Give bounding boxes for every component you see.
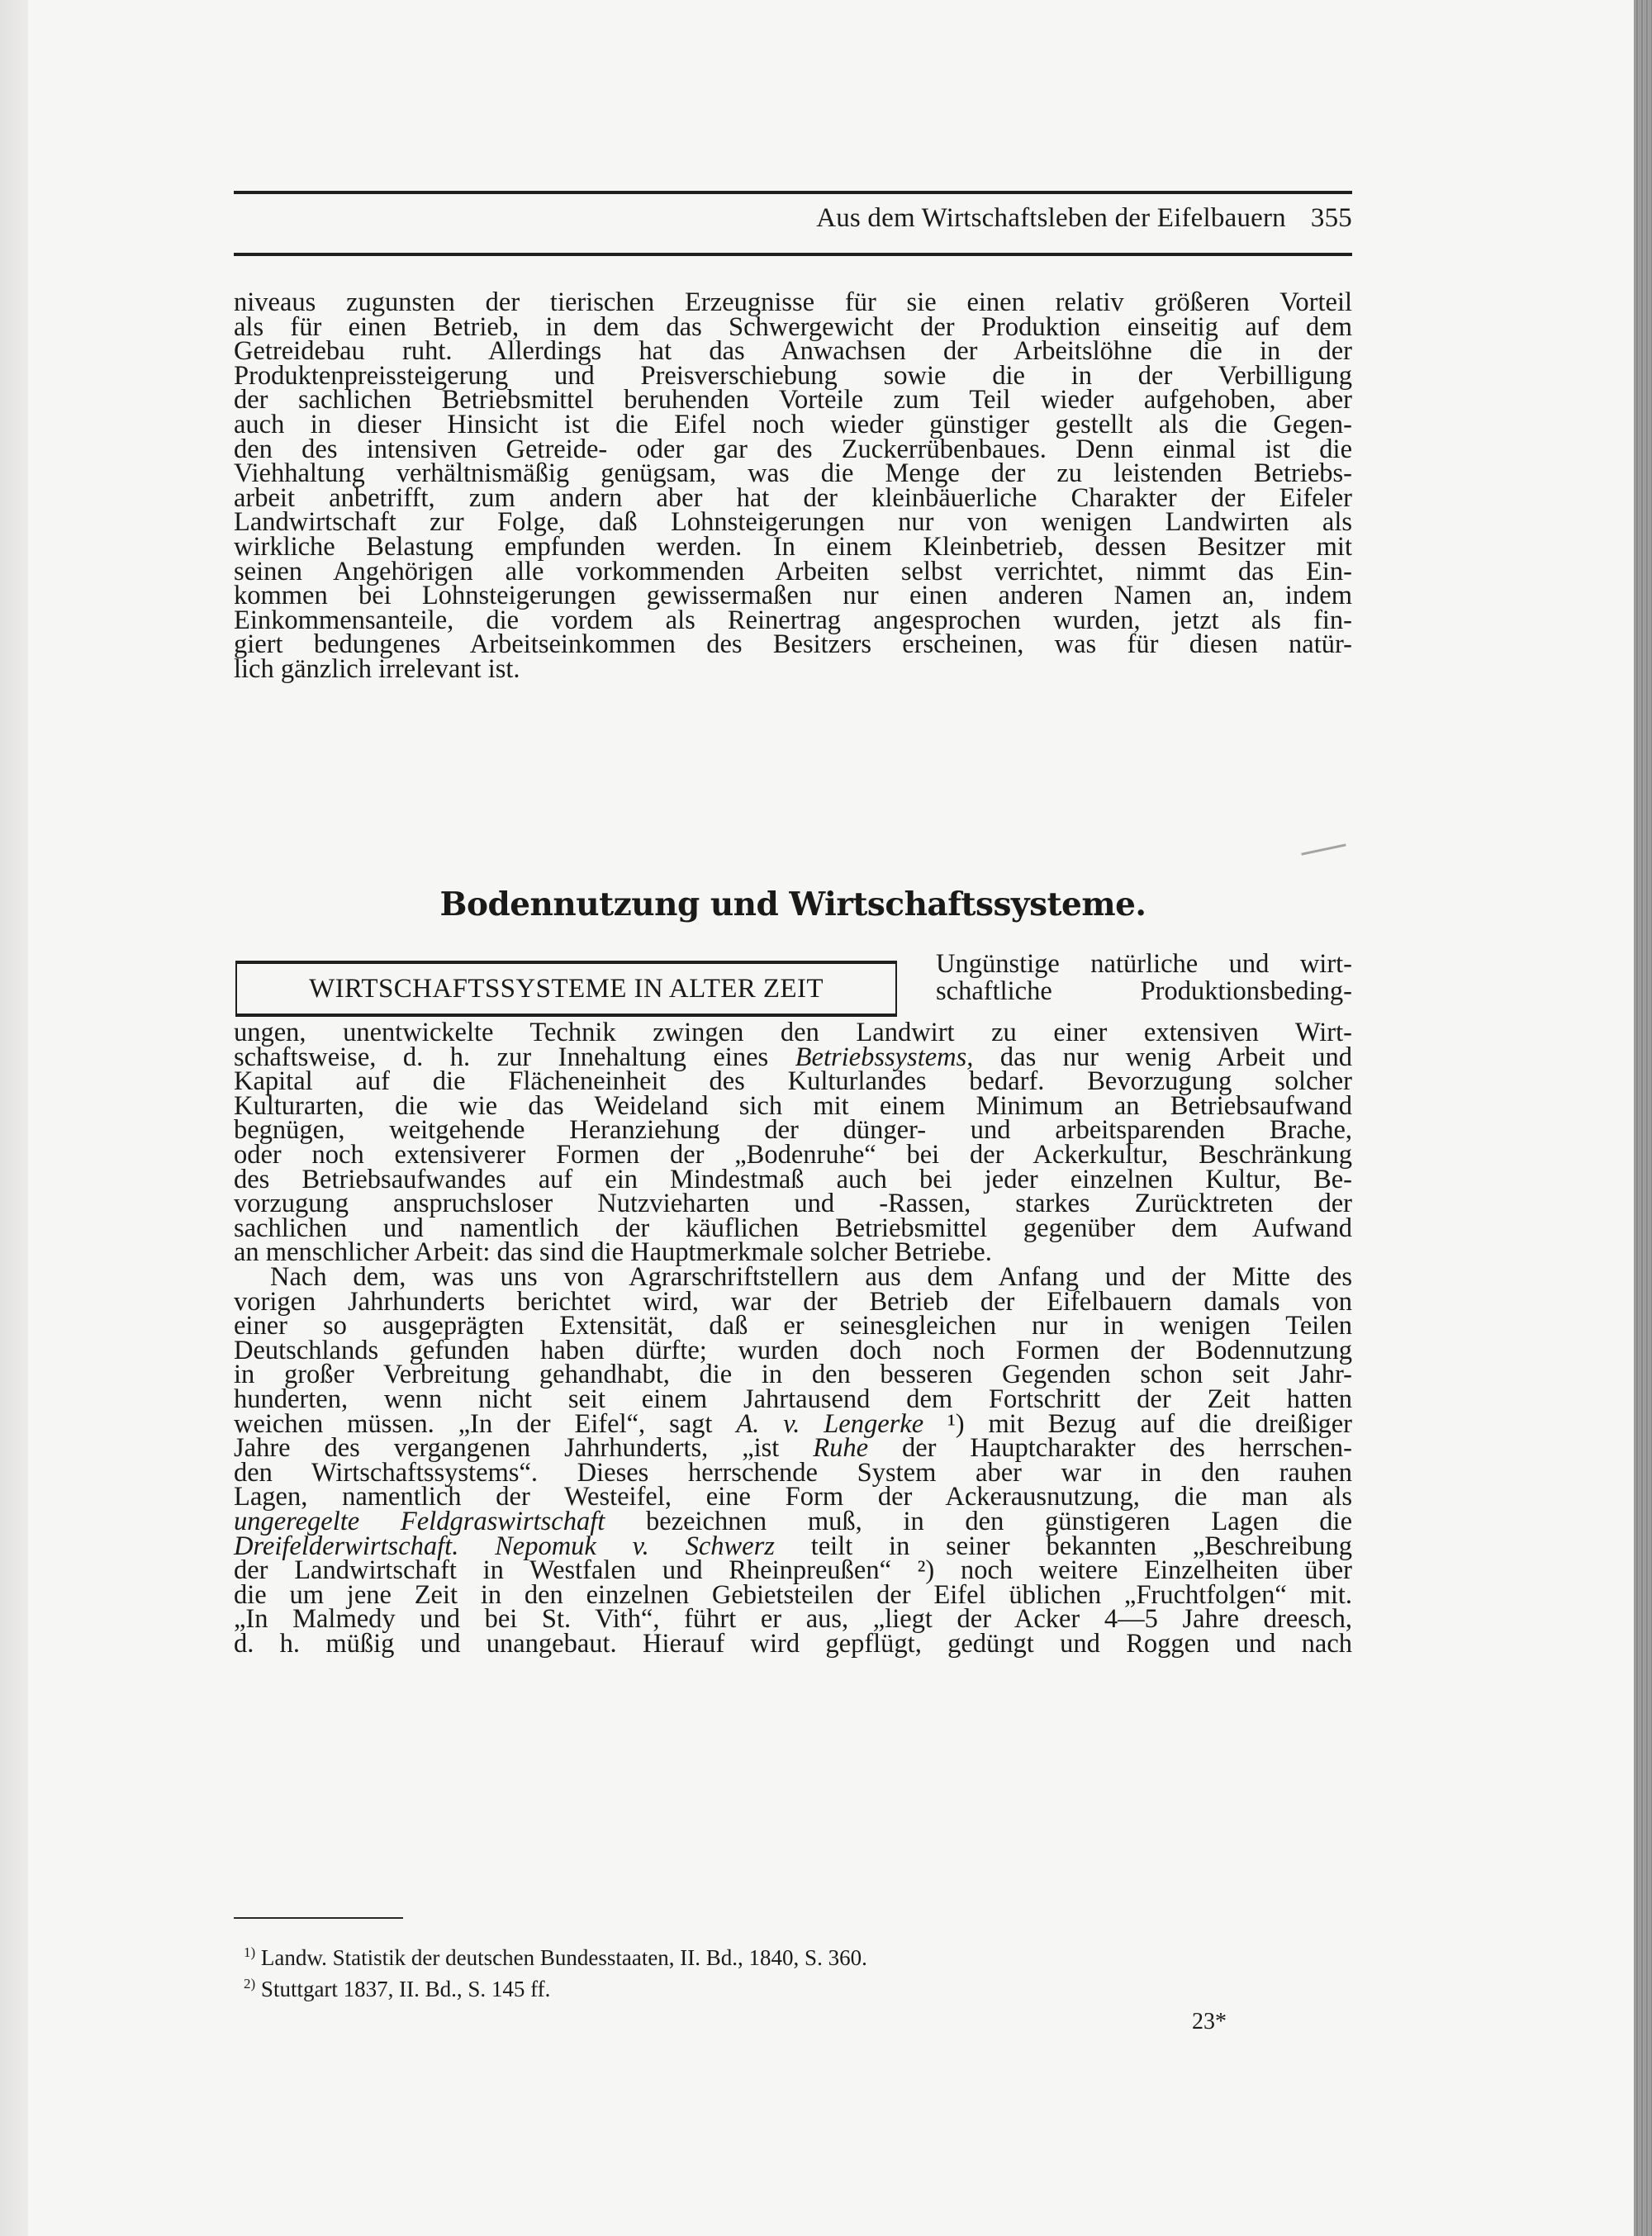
text-line: auch in dieser Hinsicht ist die Eifel noch wieder günstiger gestellt als die Gegen- (234, 409, 1352, 439)
emphasis: Betriebssystems, (795, 1042, 974, 1072)
text-line: den des intensiven Getreide- oder gar des Zuckerrübenbaues. Denn einmal ist die (234, 434, 1352, 464)
signature-mark: 23* (1192, 2009, 1227, 2034)
text-line: Landwirtschaft zur Folge, daß Lohnsteigerungen nur von wenigen Landwirten als (234, 507, 1352, 538)
text-line: vorzugung anspruchsloser Nutzvieharten und -Rassen, starkes Zurücktreten der (234, 1189, 1352, 1219)
text-line: in großer Verbreitung gehandhabt, die in den besseren Gegenden schon seit Jahr- (234, 1360, 1352, 1390)
text-line: Jahre des vergangenen Jahrhunderts, „ist Ruhe der Hauptcharakter des herrschen- (234, 1433, 1352, 1464)
text-line: „In Malmedy und bei St. Vith“, führt er aus, „liegt der Acker 4—5 Jahre dreesch, (234, 1604, 1352, 1635)
text-line: der Landwirtschaft in Westfalen und Rheinpreußen“ ²) noch weitere Einzelheiten über (234, 1555, 1352, 1586)
text-line: Einkommensanteile, die vordem als Reinertrag angesprochen wurden, jetzt als fin- (234, 605, 1352, 635)
book-gutter-shadow (0, 0, 29, 2236)
boxed-subheading-text: WIRTSCHAFTSSYSTEME IN ALTER ZEIT (309, 973, 824, 1004)
text-line: d. h. müßig und unangebaut. Hierauf wird gepflügt, gedüngt und Roggen und nach (234, 1628, 1352, 1659)
runin-text (936, 951, 1352, 1005)
footnote-text: Stuttgart 1837, II. Bd., S. 145 ff. (260, 1977, 551, 2001)
text-line: den Wirtschaftssystems“. Dieses herrschende System aber war in den rauhen (234, 1457, 1352, 1488)
text-line: niveaus zugunsten der tierischen Erzeugnisse für sie einen relativ größeren Vorteil (234, 287, 1352, 317)
header-rule-top (234, 191, 1352, 194)
text-line: schaftliche Produktionsbeding- (936, 976, 1352, 1006)
text-line: Lagen, namentlich der Westeifel, eine Form der Ackerausnutzung, die man als (234, 1482, 1352, 1512)
text-line: Kulturarten, die wie das Weideland sich mit einem Minimum an Betriebsaufwand (234, 1090, 1352, 1121)
text-line: Produktenpreissteigerung und Preisverschiebung sowie die in der Verbilligung (234, 360, 1352, 391)
text-line: begnügen, weitgehende Heranziehung der dünger- und arbeitsparenden Brache, (234, 1115, 1352, 1146)
text-line: lich gänzlich irrelevant ist. (234, 653, 520, 684)
footnote-rule (234, 1917, 403, 1919)
text-line: Deutschlands gefunden haben dürfte; wurden doch noch Formen der Bodennutzung (234, 1335, 1352, 1365)
footnotes (244, 1939, 867, 2002)
text-line: Kapital auf die Flächeneinheit des Kulturlandes bedarf. Bevorzugung solcher (234, 1066, 1352, 1097)
text-line: der sachlichen Betriebsmittel beruhenden Vorteile zum Teil wieder aufgehoben, aber (234, 385, 1352, 415)
emphasis: ungeregelte Feldgraswirtschaft (234, 1506, 605, 1536)
text-line: schaftsweise, d. h. zur Innehaltung eines Betriebssystems, das nur wenig Arbeit und (234, 1042, 1352, 1072)
text-line: seinen Angehörigen alle vorkommenden Arbeiten selbst verrichtet, nimmt das Ein- (234, 556, 1352, 586)
text-line: ungen, unentwickelte Technik zwingen den Landwirt zu einer extensiven Wirt- (234, 1018, 1352, 1047)
running-head-title: Aus dem Wirtschaftsleben der Eifelbauern (816, 203, 1286, 233)
boxed-subheading (235, 961, 897, 1017)
footnote-2 (244, 1971, 867, 2002)
section-heading: Bodennutzung und Wirtschaftssysteme. (439, 885, 1146, 923)
emphasis: Ruhe (813, 1433, 869, 1464)
text-line: vorigen Jahrhunderts berichtet wird, war der Betrieb der Eifelbauern damals von (234, 1286, 1352, 1317)
text-line: arbeit anbetrifft, zum andern aber hat der kleinbäuerliche Charakter der Eifeler (234, 482, 1352, 513)
header-rule-bottom (234, 253, 1352, 256)
text-line: Getreidebau ruht. Allerdings hat das Anwachsen der Arbeitslöhne die in der (234, 336, 1352, 367)
text-line: hunderten, wenn nicht seit einem Jahrtausend dem Fortschritt der Zeit hatten (234, 1384, 1352, 1414)
footnote-1 (244, 1939, 867, 1971)
page-number: 355 (1310, 203, 1352, 233)
text-line: wirkliche Belastung empfunden werden. In einem Kleinbetrieb, dessen Besitzer mit (234, 531, 1352, 562)
paragraph-1 (234, 287, 1352, 684)
paragraph-2 (234, 1018, 1352, 1268)
text-line: einer so ausgeprägten Extensität, daß er seinesgleichen nur in wenigen Teilen (234, 1311, 1352, 1341)
text-line: des Betriebsaufwandes auf ein Mindestmaß auch bei jeder einzelnen Kultur, Be- (234, 1164, 1352, 1194)
footnote-marker: 1) (244, 1944, 256, 1960)
footnote-marker: 2) (244, 1976, 256, 1992)
emphasis-author: A. v. Lengerke (736, 1408, 924, 1439)
footnote-text: Landw. Statistik der deutschen Bundesstaaten, II. Bd., 1840, S. 360. (260, 1945, 867, 1970)
emphasis: Dreifelderwirtschaft. Nepomuk v. Schwerz (234, 1531, 775, 1561)
text-line: Nach dem, was uns von Agrarschriftstellern aus dem Anfang und der Mitte des (270, 1262, 1352, 1292)
text-line: Dreifelderwirtschaft. Nepomuk v. Schwerz teilt in seiner bekannten „Beschreibung (234, 1531, 1353, 1561)
text-line: an menschlicher Arbeit: das sind die Hauptmerkmale solcher Betriebe. (234, 1237, 992, 1268)
text-line: die um jene Zeit in den einzelnen Gebietsteilen der Eifel üblichen „Fruchtfolgen“ mit. (234, 1579, 1352, 1610)
text-line: ungeregelte Feldgraswirtschaft bezeichnen muß, in den günstigeren Lagen die (234, 1506, 1352, 1536)
text-line: als für einen Betrieb, in dem das Schwergewicht der Produktion einseitig auf dem (234, 311, 1352, 342)
text-line: weichen müssen. „In der Eifel“, sagt A. v. Lengerke ¹) mit Bezug auf die dreißiger (234, 1408, 1352, 1439)
text-line: kommen bei Lohnsteigerungen gewissermaßen nur einen anderen Namen an, indem (234, 581, 1352, 611)
text-line: oder noch extensiverer Formen der „Bodenruhe“ bei der Ackerkultur, Beschränkung (234, 1139, 1352, 1170)
paragraph-3 (234, 1262, 1353, 1659)
page-edges-right (1634, 0, 1652, 2236)
text-line: giert bedungenes Arbeitseinkommen des Besitzers erscheinen, was für diesen natür- (234, 629, 1352, 660)
text-line: Ungünstige natürliche und wirt- (936, 949, 1352, 979)
text-line: Viehhaltung verhältnismäßig genügsam, was die Menge der zu leistenden Betriebs- (234, 458, 1352, 489)
text-line: sachlichen und namentlich der käuflichen Betriebsmittel gegenüber dem Aufwand (234, 1213, 1352, 1243)
running-head (234, 203, 1352, 234)
